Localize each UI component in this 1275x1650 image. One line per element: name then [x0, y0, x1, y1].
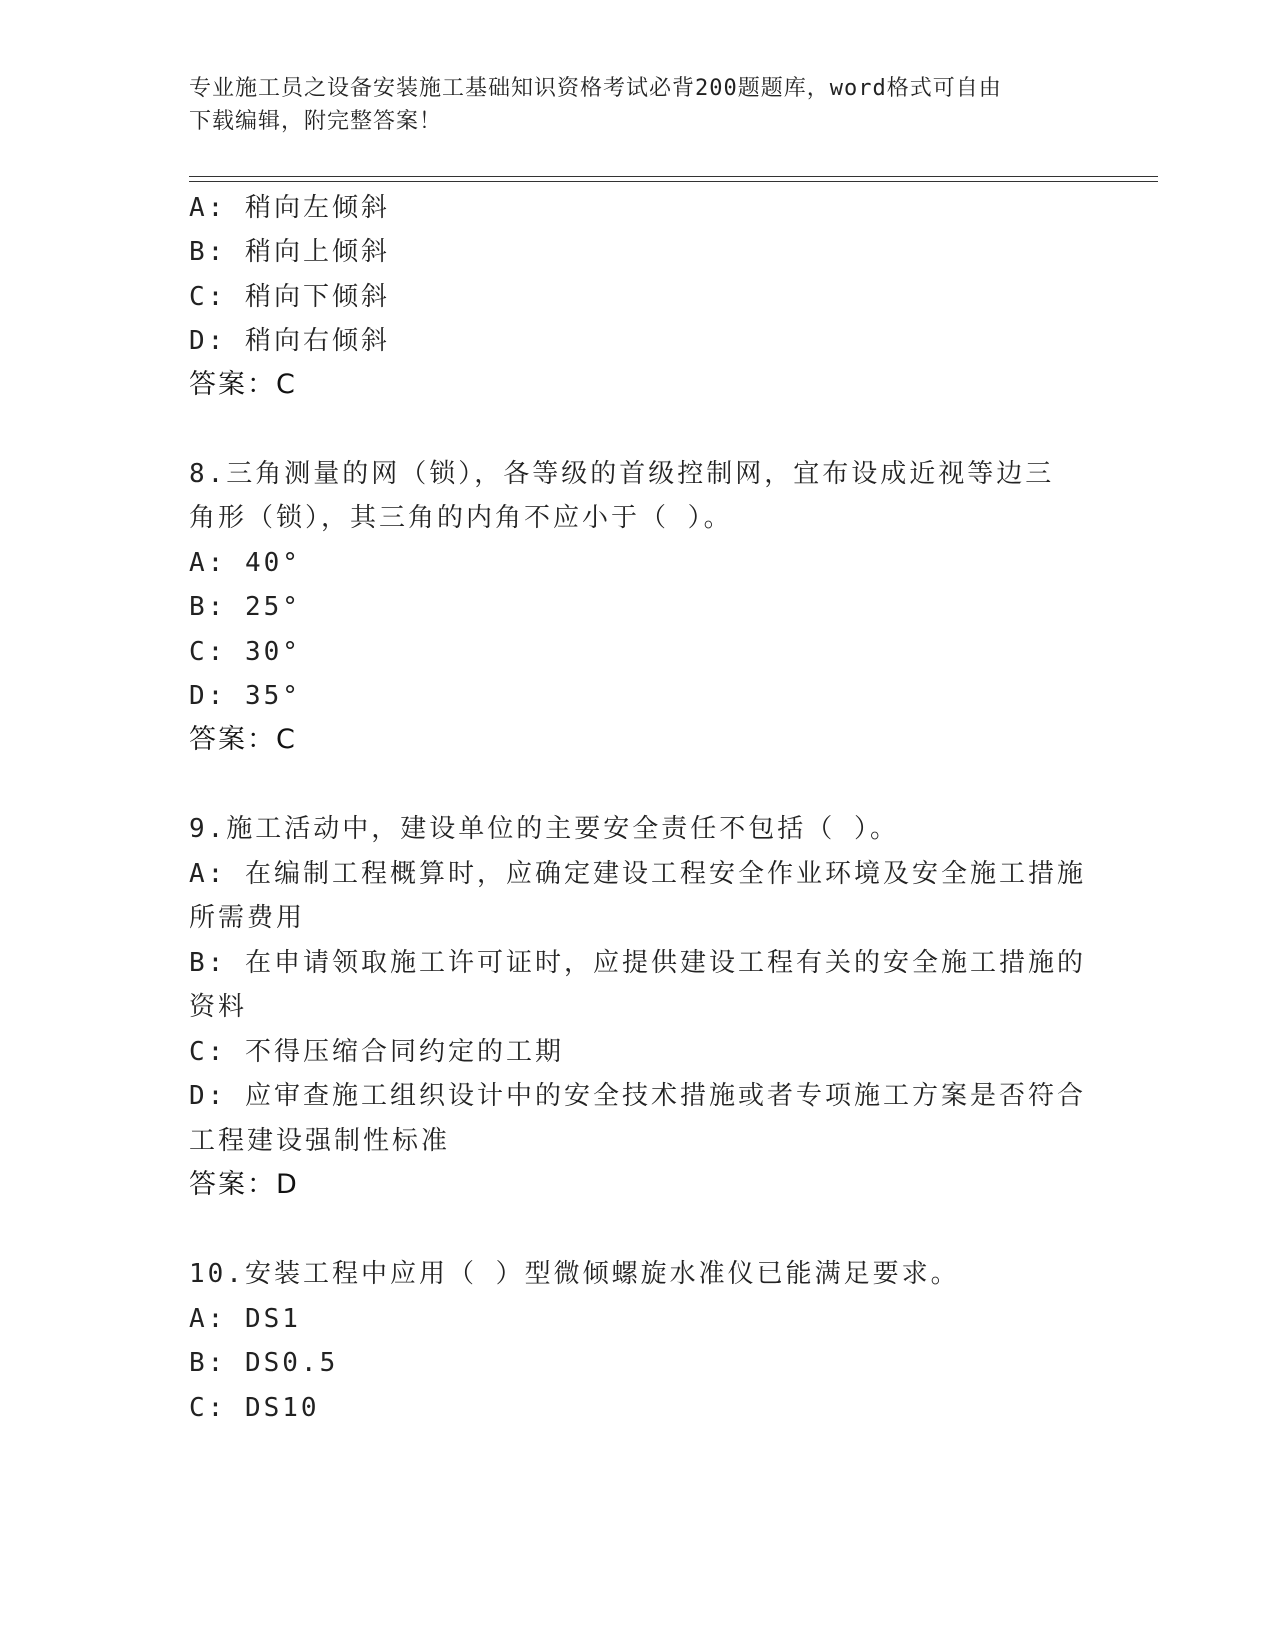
header-divider-top: [189, 176, 1158, 177]
q8-answer: 答案：C: [189, 724, 297, 755]
q9-option-a-line-1: A: 在编制工程概算时，应确定建设工程安全作业环境及安全施工措施: [189, 859, 1086, 889]
header-title-line-2: 下载编辑，附完整答案！: [189, 109, 443, 134]
q9-option-b-line-1: B: 在申请领取施工许可证时，应提供建设工程有关的安全施工措施的: [189, 948, 1086, 978]
q10-stem: 10.安装工程中应用（ ）型微倾螺旋水准仪已能满足要求。: [189, 1259, 960, 1289]
q7-option-d: D: 稍向右倾斜: [189, 326, 390, 356]
q7-option-a: A: 稍向左倾斜: [189, 193, 390, 223]
document-header: [189, 72, 1069, 138]
q10-option-a: A: DS1: [189, 1304, 301, 1334]
q8-stem-line-1: 8.三角测量的网（锁），各等级的首级控制网，宜布设成近视等边三: [189, 459, 1055, 489]
q8-option-a: A: 40°: [189, 548, 301, 578]
q9-option-b-line-2: 资料: [189, 992, 248, 1022]
header-divider-bottom: [189, 181, 1158, 182]
q8-option-b: B: 25°: [189, 592, 301, 622]
q7-answer: 答案：C: [189, 369, 297, 400]
q9-option-d-line-2: 工程建设强制性标准: [189, 1126, 451, 1156]
q10-option-b: B: DS0.5: [189, 1348, 339, 1378]
q8-stem-line-2: 角形（锁），其三角的内角不应小于（ ）。: [189, 503, 733, 533]
q9-option-d-line-1: D: 应审查施工组织设计中的安全技术措施或者专项施工方案是否符合: [189, 1081, 1086, 1111]
q7-option-b: B: 稍向上倾斜: [189, 237, 390, 267]
header-title-line-1: 专业施工员之设备安装施工基础知识资格考试必背200题题库，word格式可自由: [189, 76, 1002, 101]
q9-option-c: C: 不得压缩合同约定的工期: [189, 1037, 564, 1067]
q10-option-c: C: DS10: [189, 1393, 320, 1423]
q7-option-c: C: 稍向下倾斜: [189, 282, 390, 312]
q8-option-d: D: 35°: [189, 681, 301, 711]
q9-stem: 9.施工活动中，建设单位的主要安全责任不包括（ ）。: [189, 814, 899, 844]
q9-answer: 答案：D: [189, 1169, 299, 1200]
q9-option-a-line-2: 所需费用: [189, 903, 306, 933]
q8-option-c: C: 30°: [189, 637, 301, 667]
